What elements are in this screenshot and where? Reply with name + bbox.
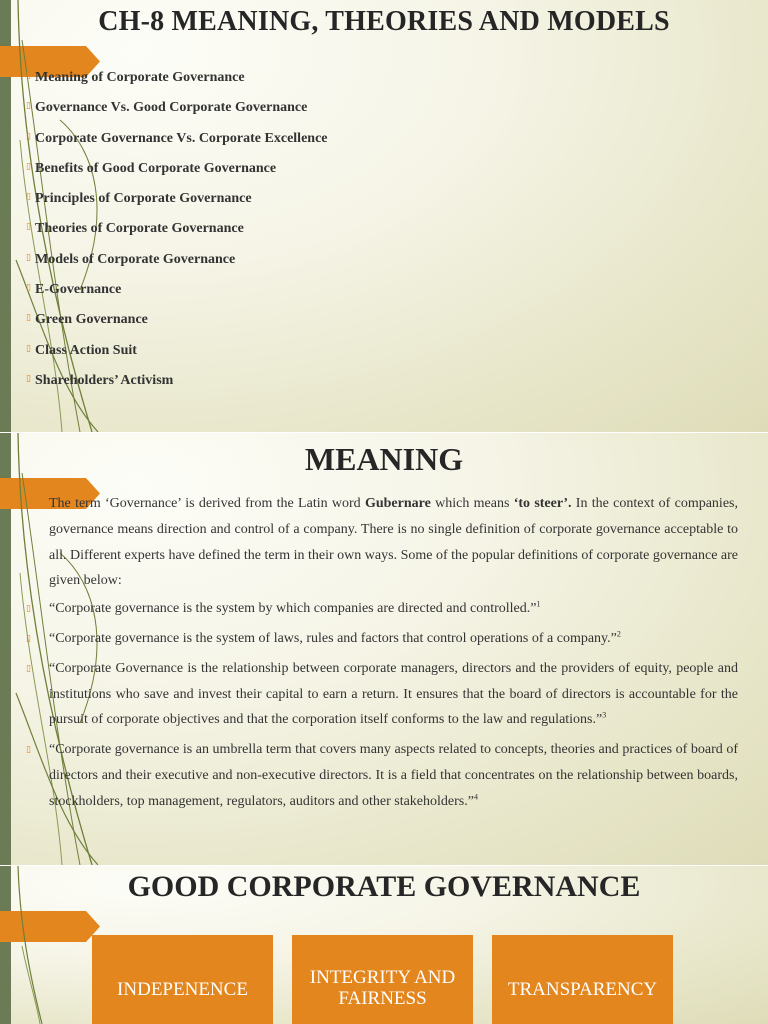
bullet-icon: ▯ [26, 221, 31, 232]
list-item: ▯ Benefits of Good Corporate Governance [26, 159, 328, 189]
principles-boxes [92, 935, 673, 1024]
bullet-icon: ▯ [26, 744, 31, 755]
list-item: ▯ Theories of Corporate Governance [26, 219, 328, 249]
slide-contents [0, 0, 768, 432]
bullet-icon: ▯ [26, 662, 31, 673]
contents-list [26, 68, 328, 401]
bullet-icon: ▯ [26, 372, 31, 383]
list-item: ▯ Principles of Corporate Governance [26, 189, 328, 219]
slide-title: CH-8 MEANING, THEORIES AND MODELS [98, 6, 670, 37]
definition-item: ▯ “Corporate governance is the system of laws, rules and factors that control operations of a company.”$^2$ [26, 626, 738, 652]
list-item: ▯ Green Governance [26, 310, 328, 340]
definition-item: ▯ “Corporate governance is the system by which companies are directed and controlled.”$^1$ [26, 596, 738, 622]
bullet-icon: ▯ [26, 342, 31, 353]
bullet-icon: ▯ [26, 100, 31, 111]
meaning-body [26, 491, 738, 819]
bullet-icon: ▯ [26, 160, 31, 171]
bullet-icon: ▯ [26, 130, 31, 141]
list-item: ▯ Class Action Suit [26, 341, 328, 371]
bullet-icon: ▯ [26, 70, 31, 80]
definition-item: ▯ “Corporate Governance is the relationship between corporate managers, directors and the providers of equity, people and institutions who save and invest their capital to earn a return. It ensures that the board of directors is accountable for the pursuit of corporate objectives and that the corporation itself conforms to the law and regulations.”$^3$ [26, 656, 738, 733]
slide-meaning [0, 433, 768, 865]
list-item: ▯ Corporate Governance Vs. Corporate Excellence [26, 129, 328, 159]
footnote-ref: 2 [616, 629, 621, 639]
definition-item: ▯ “Corporate governance is an umbrella term that covers many aspects related to concepts, theories and practices of board of directors and their executive and non-executive directors. It is a field that concentrates on the relationship between boards, stockholders, top management, regulators, auditors and other stakeholders.”$^4$ [26, 737, 738, 814]
list-item: ▯ E-Governance [26, 280, 328, 310]
list-item: ▯ Shareholders’ Activism [26, 371, 328, 401]
footnote-ref: 1 [536, 599, 541, 609]
bullet-icon: ▯ [26, 632, 31, 643]
footnote-ref: 4 [473, 792, 478, 802]
slide-good-governance [0, 866, 768, 1024]
bullet-icon: ▯ [26, 191, 31, 202]
intro-paragraph: The term ‘Governance’ is derived from the Latin word Gubernare which means ‘to steer’. In the context of companies, governance means direction and control of a company. There is no single definition of corporate governance acceptable to all. Different experts have defined the term in their own ways. Some of the popular definitions of corporate governance are given below: [49, 496, 738, 589]
list-item: ▯ Governance Vs. Good Corporate Governance [26, 98, 328, 128]
list-item: ▯ Models of Corporate Governance [26, 250, 328, 280]
definitions-list [26, 596, 738, 814]
bullet-icon: ▯ [26, 312, 31, 323]
principle-box-integrity: INTEGRITY AND FAIRNESS [292, 935, 473, 1024]
list-item: ▯ Meaning of Corporate Governance [26, 68, 328, 98]
bullet-icon: ▯ [26, 251, 31, 262]
footnote-ref: 3 [602, 710, 607, 720]
bullet-icon: ▯ [26, 603, 31, 614]
slide-title: GOOD CORPORATE GOVERNANCE [127, 870, 641, 903]
principle-box-independence: INDEPENENCE [92, 935, 273, 1024]
principle-box-transparency: TRANSPARENCY [492, 935, 673, 1024]
slide-title: MEANING [304, 441, 464, 477]
bullet-icon: ▯ [26, 282, 31, 293]
